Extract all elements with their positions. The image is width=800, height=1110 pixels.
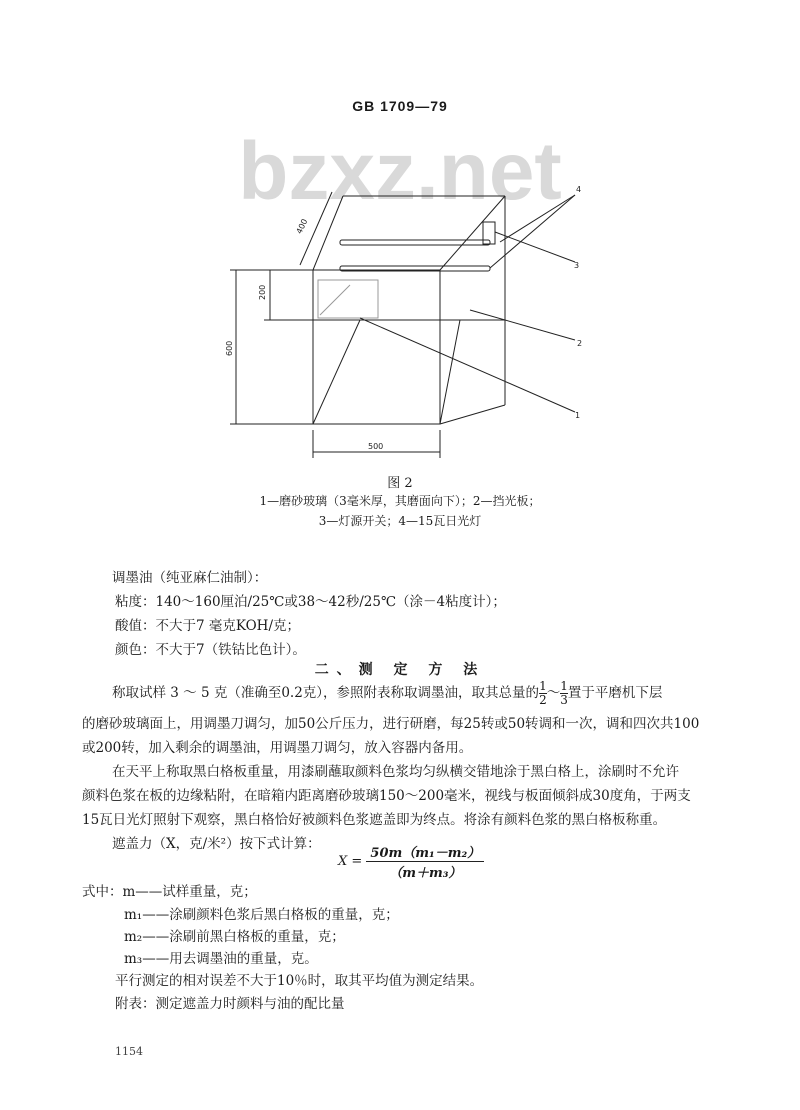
frac1-num: 1 — [539, 679, 547, 693]
dim-upper: 200 — [258, 284, 267, 300]
standard-header: GB 1709—79 — [352, 98, 448, 114]
fraction-half — [539, 680, 547, 707]
callout-4: 4 — [576, 185, 582, 194]
formula-fraction — [366, 842, 484, 881]
appendix-title: 附表：测定遮盖力时颜料与油的配比量 — [115, 996, 345, 1012]
page-number: 1154 — [115, 1045, 143, 1058]
oil-title: 调墨油（纯亚麻仁油制）： — [112, 570, 268, 586]
figure-legend-1: 1—磨砂玻璃（3毫米厚，其磨面向下）；2—挡光板； — [259, 494, 541, 508]
tilde: ～ — [546, 685, 561, 701]
frac2-num: 1 — [560, 679, 568, 693]
callout-2: 2 — [577, 339, 583, 348]
formula-lhs: X = — [338, 854, 363, 869]
oil-color: 颜色：不大于7（铁钴比色计）。 — [115, 642, 306, 658]
para1-text-a: 称取试样 3 ～ 5 克（准确至0.2克），参照附表称取调墨油，取其总量的 — [112, 685, 540, 701]
leader-lines — [360, 195, 575, 412]
para1-line2: 的磨砂玻璃面上，用调墨刀调匀，加50公斤压力，进行研磨，每25转或50转调和一次，调和四次共100 — [82, 716, 700, 732]
oil-viscosity: 粘度：140～160厘泊/25℃或38～42秒/25℃（涂－4粘度计）； — [115, 594, 506, 610]
para1-line1 — [112, 680, 662, 707]
where-m2: m₂——涂刷前黑白格板的重量，克； — [124, 929, 345, 945]
para1-text-b: 置于平磨机下层 — [567, 685, 663, 701]
frac2-den: 3 — [560, 693, 568, 707]
dim-depth: 400 — [294, 217, 310, 236]
para2-line3: 15瓦日光灯照射下观察，黑白格恰好被颜料色浆遮盖即为终点。将涂有颜料色浆的黑白格板称重。 — [82, 812, 667, 828]
frac1-den: 2 — [539, 693, 547, 707]
section-title: 二、测 定 方 法 — [314, 662, 486, 678]
formula-numerator: 50m（m₁－m₂） — [366, 842, 484, 862]
formula-denominator: （m＋m₃） — [389, 866, 462, 881]
callout-1: 1 — [575, 411, 581, 420]
formula — [338, 842, 484, 881]
formula-intro: 遮盖力（X，克/米²）按下式计算： — [112, 836, 321, 852]
para1-line3: 或200转，加入剩余的调墨油，用调墨刀调匀，放入容器内备用。 — [82, 740, 473, 756]
watermark: bzxz.net — [238, 126, 562, 217]
lamps — [340, 222, 495, 271]
dim-width: 500 — [368, 442, 384, 451]
box-outline — [313, 196, 505, 424]
para2-line2: 颜料色浆在板的边缘粘附，在暗箱内距离磨砂玻璃150～200毫米，视线与板面倾斜成30度角，于两支 — [82, 788, 691, 804]
fraction-third — [560, 680, 568, 707]
result-note: 平行测定的相对误差不大于10％时，取其平均值为测定结果。 — [115, 973, 484, 989]
figure-legend-2: 3—灯源开关；4—15瓦日光灯 — [318, 514, 482, 528]
dimension-lines — [230, 192, 440, 458]
where-m: 式中：m——试样重量，克； — [82, 884, 257, 900]
callout-3: 3 — [574, 261, 580, 270]
para2-line1: 在天平上称取黑白格板重量，用漆刷蘸取颜料色浆均匀纵横交错地涂于黑白格上，涂刷时不允许 — [112, 764, 679, 780]
where-m1: m₁——涂刷颜料色浆后黑白格板的重量，克； — [124, 907, 399, 923]
dim-height: 600 — [225, 340, 234, 356]
oil-acid: 酸值：不大于7 毫克KOH/克； — [115, 618, 300, 634]
where-m3: m₃——用去调墨油的重量，克。 — [124, 951, 318, 967]
darkbox-diagram — [0, 0, 800, 470]
figure-title: 图 2 — [387, 476, 413, 491]
